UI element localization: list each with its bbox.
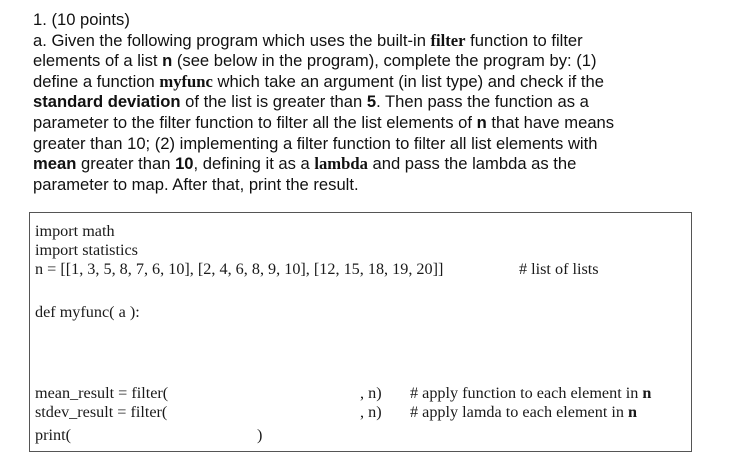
question-line-7 — [33, 154, 723, 175]
question-line-3-segment-3: which take an argument (in list type) and check if the — [212, 71, 604, 91]
code-print-open: print( — [35, 426, 71, 444]
code-n-comment: # list of lists — [519, 260, 599, 278]
question-line-6-segment-1: greater than 10; (2) implementing a filter function to filter all list elements with — [33, 133, 598, 153]
question-line-3-segment-2: myfunc — [159, 71, 213, 91]
question-line-2-segment-3: (see below in the program), complete the program by: (1) — [172, 51, 597, 71]
code-mean-comment-text: # apply function to each element in — [410, 384, 643, 402]
code-mean-args: , n) — [360, 384, 382, 402]
code-import-statistics: import statistics — [35, 241, 138, 259]
question-line-6 — [33, 134, 723, 155]
question-line-5 — [33, 113, 723, 134]
code-stdev-comment — [410, 403, 637, 421]
code-mean-result: mean_result = filter( — [35, 384, 169, 402]
question-line-3 — [33, 72, 723, 93]
code-stdev-comment-text: # apply lamda to each element in — [410, 403, 629, 421]
question-line-5-segment-1: parameter to the filter function to filter all the list elements of — [33, 112, 477, 132]
question-line-4 — [33, 92, 723, 113]
question-line-7-segment-1: mean — [33, 154, 77, 174]
question-line-7-segment-3: 10 — [175, 154, 194, 174]
question-line-7-segment-6: and pass the lambda as the — [367, 154, 577, 174]
question-header: 1. (10 points) — [33, 10, 130, 29]
question-line-1-segment-1: a. Given the following program which uses the built-in — [33, 30, 431, 50]
question-line-1-segment-2: filter — [430, 30, 466, 50]
code-print-close: ) — [257, 426, 263, 444]
question-line-1-segment-3: function to filter — [465, 30, 583, 50]
code-stdev-comment-n: n — [628, 403, 638, 421]
question-line-2-segment-1: elements of a list — [33, 51, 163, 71]
question-line-5-segment-2: n — [476, 112, 487, 132]
question-block — [33, 10, 723, 195]
code-import-math: import math — [35, 222, 115, 240]
code-stdev-result: stdev_result = filter( — [35, 403, 168, 421]
question-line-5-segment-3: that have means — [486, 112, 615, 132]
question-line-4-segment-1: standard deviation — [33, 92, 181, 112]
question-line-2 — [33, 51, 723, 72]
question-line-1 — [33, 31, 723, 52]
code-def-myfunc: def myfunc( a ): — [35, 303, 140, 321]
code-mean-comment — [410, 384, 651, 402]
question-line-7-segment-2: greater than — [76, 154, 176, 174]
question-line-8 — [33, 175, 723, 196]
question-line-2-segment-2: n — [162, 51, 173, 71]
question-line-7-segment-5: lambda — [314, 154, 368, 174]
question-line-3-segment-1: define a function — [33, 71, 160, 91]
question-line-4-segment-3: 5 — [366, 92, 377, 112]
question-line-7-segment-4: , defining it as a — [193, 154, 315, 174]
code-n-assignment: n = [[1, 3, 5, 8, 7, 6, 10], [2, 4, 6, 8, 9, 10], [12, 15, 18, 19, 20]] — [35, 260, 444, 278]
code-stdev-args: , n) — [360, 403, 382, 421]
question-line-4-segment-2: of the list is greater than — [180, 92, 367, 112]
question-line-8-segment-1: parameter to map. After that, print the result. — [33, 174, 359, 194]
question-line-4-segment-4: . Then pass the function as a — [376, 92, 589, 112]
code-box — [29, 212, 692, 452]
code-mean-comment-n: n — [642, 384, 652, 402]
